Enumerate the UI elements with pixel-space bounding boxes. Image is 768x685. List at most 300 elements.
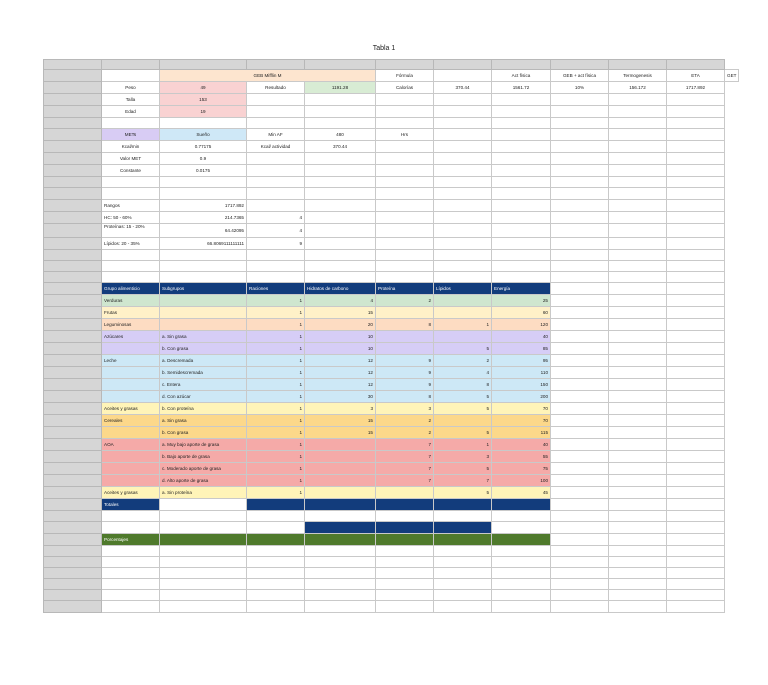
table-cell[interactable]: GEB Mifflin M (160, 70, 376, 82)
table-cell[interactable] (102, 601, 160, 612)
table-cell[interactable] (102, 427, 160, 439)
table-cell[interactable] (551, 177, 609, 188)
table-cell[interactable] (160, 590, 247, 601)
table-cell[interactable] (609, 590, 667, 601)
table-cell[interactable]: Cereales (102, 415, 160, 427)
table-cell[interactable] (376, 249, 434, 260)
table-cell[interactable]: Resultado (247, 82, 305, 94)
table-cell[interactable]: 4 (247, 211, 305, 223)
table-cell[interactable] (609, 129, 667, 141)
column-header-cell[interactable] (551, 60, 609, 70)
table-cell[interactable]: 1 (247, 355, 305, 367)
table-cell[interactable] (609, 283, 667, 295)
corner-cell[interactable] (44, 60, 102, 70)
table-cell[interactable] (551, 343, 609, 355)
table-cell[interactable] (667, 601, 725, 612)
table-cell[interactable]: b. Con grasa (160, 427, 247, 439)
table-cell[interactable] (247, 590, 305, 601)
table-cell[interactable] (434, 499, 492, 511)
table-cell[interactable] (376, 567, 434, 578)
row-header-cell[interactable] (44, 94, 102, 106)
table-cell[interactable]: 1 (247, 379, 305, 391)
table-cell[interactable]: 5 (434, 343, 492, 355)
table-cell[interactable] (551, 579, 609, 590)
table-cell[interactable]: a. Muy bajo aporte de grasa (160, 439, 247, 451)
table-cell[interactable] (551, 295, 609, 307)
table-cell[interactable] (247, 177, 305, 188)
table-cell[interactable]: 9 (247, 237, 305, 249)
table-cell[interactable] (376, 343, 434, 355)
table-cell[interactable] (102, 590, 160, 601)
table-cell[interactable]: a. Sin proteína (160, 487, 247, 499)
table-cell[interactable] (376, 307, 434, 319)
table-cell[interactable] (609, 260, 667, 271)
row-header-cell[interactable] (44, 391, 102, 403)
table-cell[interactable] (551, 427, 609, 439)
table-cell[interactable]: 5 (434, 487, 492, 499)
table-cell[interactable] (376, 601, 434, 612)
table-cell[interactable] (305, 533, 376, 545)
table-cell[interactable]: 9 (376, 355, 434, 367)
table-cell[interactable] (551, 153, 609, 165)
table-cell[interactable] (667, 522, 725, 533)
table-cell[interactable] (434, 522, 492, 533)
table-cell[interactable] (434, 237, 492, 249)
table-cell[interactable] (376, 499, 434, 511)
table-cell[interactable] (492, 199, 551, 211)
row-header-cell[interactable] (44, 590, 102, 601)
table-cell[interactable] (305, 249, 376, 260)
table-cell[interactable] (609, 118, 667, 129)
table-cell[interactable]: ETA (667, 70, 725, 82)
table-cell[interactable] (376, 331, 434, 343)
row-header-cell[interactable] (44, 165, 102, 177)
table-cell[interactable] (667, 129, 725, 141)
row-header-cell[interactable] (44, 355, 102, 367)
table-cell[interactable]: 120 (492, 319, 551, 331)
table-cell[interactable] (609, 237, 667, 249)
table-cell[interactable] (305, 522, 376, 533)
table-cell[interactable] (434, 223, 492, 237)
table-cell[interactable] (160, 567, 247, 578)
table-cell[interactable]: Leche (102, 355, 160, 367)
table-cell[interactable]: 9 (376, 367, 434, 379)
table-cell[interactable]: 7 (376, 451, 434, 463)
table-cell[interactable] (609, 601, 667, 612)
table-cell[interactable] (667, 307, 725, 319)
table-cell[interactable] (160, 271, 247, 282)
table-cell[interactable] (434, 331, 492, 343)
table-cell[interactable]: Leguminosas (102, 319, 160, 331)
row-header-cell[interactable] (44, 307, 102, 319)
table-cell[interactable]: 2 (434, 355, 492, 367)
table-cell[interactable] (305, 451, 376, 463)
table-cell[interactable] (434, 165, 492, 177)
table-cell[interactable] (609, 567, 667, 578)
table-cell[interactable] (667, 487, 725, 499)
table-cell[interactable] (609, 545, 667, 556)
row-header-cell[interactable] (44, 511, 102, 522)
table-cell[interactable] (492, 601, 551, 612)
table-cell[interactable]: 1 (247, 403, 305, 415)
row-header-cell[interactable] (44, 70, 102, 82)
table-cell[interactable]: 0.77175 (160, 141, 247, 153)
table-cell[interactable]: Porcentajes (102, 533, 160, 545)
table-cell[interactable] (609, 211, 667, 223)
table-cell[interactable] (160, 188, 247, 199)
table-cell[interactable] (492, 567, 551, 578)
table-cell[interactable] (305, 545, 376, 556)
table-cell[interactable] (551, 223, 609, 237)
table-cell[interactable] (667, 415, 725, 427)
table-cell[interactable] (551, 271, 609, 282)
table-cell[interactable] (492, 188, 551, 199)
row-header-cell[interactable] (44, 260, 102, 271)
table-cell[interactable]: 10 (305, 343, 376, 355)
table-cell[interactable] (551, 475, 609, 487)
table-cell[interactable] (102, 343, 160, 355)
table-cell[interactable]: GET (725, 70, 739, 82)
table-cell[interactable] (609, 153, 667, 165)
table-cell[interactable]: 10% (551, 82, 609, 94)
table-cell[interactable]: 45 (492, 487, 551, 499)
table-cell[interactable]: 1 (247, 427, 305, 439)
table-cell[interactable] (551, 487, 609, 499)
table-cell[interactable]: c. Moderado aporte de grasa (160, 463, 247, 475)
table-cell[interactable] (102, 70, 160, 82)
row-header-cell[interactable] (44, 499, 102, 511)
table-cell[interactable] (609, 427, 667, 439)
table-cell[interactable]: Talla (102, 94, 160, 106)
table-cell[interactable] (305, 260, 376, 271)
table-cell[interactable] (305, 590, 376, 601)
row-header-cell[interactable] (44, 188, 102, 199)
table-cell[interactable] (551, 331, 609, 343)
table-cell[interactable] (551, 319, 609, 331)
table-cell[interactable] (609, 141, 667, 153)
table-cell[interactable] (492, 177, 551, 188)
table-cell[interactable] (102, 579, 160, 590)
table-cell[interactable]: 150 (492, 379, 551, 391)
table-cell[interactable] (160, 579, 247, 590)
row-header-cell[interactable] (44, 118, 102, 129)
table-cell[interactable] (667, 188, 725, 199)
table-cell[interactable] (551, 249, 609, 260)
table-cell[interactable]: Hrs (376, 129, 434, 141)
table-cell[interactable] (102, 379, 160, 391)
table-cell[interactable] (434, 211, 492, 223)
table-cell[interactable]: 1717.892 (160, 199, 247, 211)
row-header-cell[interactable] (44, 475, 102, 487)
table-cell[interactable] (305, 579, 376, 590)
table-cell[interactable]: Energía (492, 283, 551, 295)
table-cell[interactable] (376, 556, 434, 567)
table-cell[interactable] (434, 307, 492, 319)
table-cell[interactable]: 25 (492, 295, 551, 307)
table-cell[interactable]: b. Con grasa (160, 343, 247, 355)
table-cell[interactable] (376, 271, 434, 282)
table-cell[interactable] (160, 522, 247, 533)
table-cell[interactable]: 19 (160, 106, 247, 118)
table-cell[interactable]: 115 (492, 427, 551, 439)
table-cell[interactable] (434, 533, 492, 545)
table-cell[interactable]: 1191.28 (305, 82, 376, 94)
table-cell[interactable]: METs (102, 129, 160, 141)
table-cell[interactable] (551, 403, 609, 415)
table-cell[interactable]: 10 (305, 331, 376, 343)
table-cell[interactable] (667, 379, 725, 391)
table-cell[interactable]: 4 (247, 223, 305, 237)
table-cell[interactable] (667, 533, 725, 545)
table-cell[interactable] (247, 118, 305, 129)
table-cell[interactable]: Peso (102, 82, 160, 94)
table-cell[interactable]: 1 (247, 307, 305, 319)
table-cell[interactable] (160, 556, 247, 567)
table-cell[interactable] (434, 556, 492, 567)
table-cell[interactable] (609, 331, 667, 343)
table-cell[interactable] (667, 141, 725, 153)
table-cell[interactable]: 15 (305, 415, 376, 427)
table-cell[interactable] (551, 367, 609, 379)
table-cell[interactable] (434, 260, 492, 271)
table-cell[interactable] (376, 545, 434, 556)
table-cell[interactable] (667, 237, 725, 249)
table-cell[interactable] (609, 271, 667, 282)
table-cell[interactable] (551, 545, 609, 556)
table-cell[interactable] (667, 590, 725, 601)
table-cell[interactable] (434, 567, 492, 578)
table-cell[interactable] (609, 319, 667, 331)
table-cell[interactable] (492, 223, 551, 237)
table-cell[interactable] (667, 223, 725, 237)
table-cell[interactable]: 15 (305, 427, 376, 439)
table-cell[interactable]: Kcal/ actividad (247, 141, 305, 153)
table-cell[interactable] (609, 463, 667, 475)
table-cell[interactable] (551, 463, 609, 475)
table-cell[interactable] (667, 343, 725, 355)
table-cell[interactable]: 2 (376, 427, 434, 439)
table-cell[interactable] (551, 451, 609, 463)
table-cell[interactable]: 1 (247, 415, 305, 427)
table-cell[interactable] (492, 118, 551, 129)
table-cell[interactable] (609, 165, 667, 177)
table-cell[interactable] (376, 487, 434, 499)
column-header-cell[interactable] (434, 60, 492, 70)
table-cell[interactable] (305, 153, 376, 165)
table-cell[interactable] (667, 319, 725, 331)
table-cell[interactable] (434, 415, 492, 427)
row-header-cell[interactable] (44, 153, 102, 165)
table-cell[interactable]: 110 (492, 367, 551, 379)
table-cell[interactable] (609, 295, 667, 307)
table-cell[interactable] (102, 177, 160, 188)
table-cell[interactable] (609, 177, 667, 188)
table-cell[interactable] (609, 475, 667, 487)
table-cell[interactable]: Kcal/min (102, 141, 160, 153)
table-cell[interactable] (305, 567, 376, 578)
table-cell[interactable] (434, 601, 492, 612)
table-cell[interactable] (667, 439, 725, 451)
table-cell[interactable] (609, 556, 667, 567)
table-cell[interactable] (551, 601, 609, 612)
table-cell[interactable] (434, 153, 492, 165)
table-cell[interactable] (609, 223, 667, 237)
table-cell[interactable] (160, 499, 247, 511)
table-cell[interactable] (305, 188, 376, 199)
table-cell[interactable] (667, 567, 725, 578)
table-cell[interactable]: 70 (492, 415, 551, 427)
table-cell[interactable]: b. Con proteína (160, 403, 247, 415)
table-cell[interactable] (551, 199, 609, 211)
table-cell[interactable]: 7 (376, 439, 434, 451)
table-cell[interactable]: Act física (492, 70, 551, 82)
table-cell[interactable] (434, 141, 492, 153)
table-cell[interactable] (667, 403, 725, 415)
table-cell[interactable] (305, 511, 376, 522)
table-cell[interactable] (492, 499, 551, 511)
table-cell[interactable] (667, 579, 725, 590)
table-cell[interactable] (667, 153, 725, 165)
column-header-cell[interactable] (102, 60, 160, 70)
table-cell[interactable]: 66.8069111111111 (160, 237, 247, 249)
table-cell[interactable] (609, 343, 667, 355)
table-cell[interactable] (609, 249, 667, 260)
table-cell[interactable] (492, 260, 551, 271)
table-cell[interactable]: 1 (247, 331, 305, 343)
row-header-cell[interactable] (44, 129, 102, 141)
table-cell[interactable] (102, 249, 160, 260)
table-cell[interactable] (551, 590, 609, 601)
table-cell[interactable] (305, 211, 376, 223)
table-cell[interactable] (551, 237, 609, 249)
table-cell[interactable]: Proteína (376, 283, 434, 295)
table-cell[interactable] (492, 249, 551, 260)
table-cell[interactable] (551, 165, 609, 177)
table-cell[interactable]: 5 (434, 463, 492, 475)
table-cell[interactable] (247, 601, 305, 612)
table-cell[interactable] (609, 415, 667, 427)
table-cell[interactable] (667, 355, 725, 367)
table-cell[interactable] (609, 403, 667, 415)
table-cell[interactable] (667, 427, 725, 439)
table-cell[interactable] (102, 118, 160, 129)
table-cell[interactable] (305, 475, 376, 487)
table-cell[interactable] (160, 319, 247, 331)
table-cell[interactable] (376, 141, 434, 153)
table-cell[interactable] (102, 367, 160, 379)
table-cell[interactable] (667, 283, 725, 295)
table-cell[interactable]: 75 (492, 463, 551, 475)
table-cell[interactable] (376, 199, 434, 211)
table-cell[interactable] (247, 579, 305, 590)
table-cell[interactable] (492, 511, 551, 522)
table-cell[interactable]: 7 (434, 475, 492, 487)
row-header-cell[interactable] (44, 439, 102, 451)
table-cell[interactable] (609, 451, 667, 463)
table-cell[interactable]: 1 (247, 475, 305, 487)
table-cell[interactable] (102, 451, 160, 463)
table-cell[interactable] (376, 106, 434, 118)
table-cell[interactable] (305, 463, 376, 475)
table-cell[interactable] (376, 118, 434, 129)
table-cell[interactable] (247, 533, 305, 545)
table-cell[interactable] (376, 153, 434, 165)
table-cell[interactable] (247, 188, 305, 199)
table-cell[interactable] (305, 165, 376, 177)
table-cell[interactable] (247, 545, 305, 556)
table-cell[interactable] (667, 556, 725, 567)
table-cell[interactable] (609, 367, 667, 379)
row-header-cell[interactable] (44, 295, 102, 307)
row-header-cell[interactable] (44, 487, 102, 499)
row-header-cell[interactable] (44, 601, 102, 612)
table-cell[interactable] (247, 249, 305, 260)
table-cell[interactable] (667, 463, 725, 475)
table-cell[interactable] (492, 533, 551, 545)
table-cell[interactable]: c. Entera (160, 379, 247, 391)
table-cell[interactable] (492, 106, 551, 118)
table-cell[interactable] (551, 260, 609, 271)
table-cell[interactable] (160, 249, 247, 260)
table-cell[interactable] (376, 223, 434, 237)
table-cell[interactable]: 1 (247, 391, 305, 403)
table-cell[interactable] (667, 211, 725, 223)
table-cell[interactable] (376, 533, 434, 545)
row-header-cell[interactable] (44, 403, 102, 415)
table-cell[interactable] (492, 141, 551, 153)
row-header-cell[interactable] (44, 82, 102, 94)
table-cell[interactable] (551, 499, 609, 511)
table-cell[interactable]: GEB + act física (551, 70, 609, 82)
table-cell[interactable]: Lípidos: 20 - 35% (102, 237, 160, 249)
table-cell[interactable] (667, 260, 725, 271)
table-cell[interactable] (609, 379, 667, 391)
table-cell[interactable]: Valor MET (102, 153, 160, 165)
table-cell[interactable]: 2 (376, 415, 434, 427)
table-cell[interactable]: 3 (434, 451, 492, 463)
table-cell[interactable]: 1 (247, 439, 305, 451)
table-cell[interactable] (551, 556, 609, 567)
table-cell[interactable] (551, 106, 609, 118)
table-cell[interactable] (609, 106, 667, 118)
table-cell[interactable] (609, 188, 667, 199)
table-cell[interactable]: 1 (247, 487, 305, 499)
row-header-cell[interactable] (44, 522, 102, 533)
table-cell[interactable] (305, 439, 376, 451)
table-cell[interactable] (434, 70, 492, 82)
table-cell[interactable]: 1 (247, 295, 305, 307)
table-cell[interactable]: Subgrupos (160, 283, 247, 295)
table-cell[interactable] (376, 177, 434, 188)
table-cell[interactable] (434, 579, 492, 590)
table-cell[interactable] (160, 307, 247, 319)
column-header-cell[interactable] (609, 60, 667, 70)
table-cell[interactable]: d. Alto aporte de grasa (160, 475, 247, 487)
table-cell[interactable]: 85 (492, 343, 551, 355)
table-cell[interactable] (247, 260, 305, 271)
row-header-cell[interactable] (44, 415, 102, 427)
table-cell[interactable] (376, 590, 434, 601)
table-cell[interactable]: 70 (492, 403, 551, 415)
table-cell[interactable] (667, 499, 725, 511)
table-cell[interactable] (305, 177, 376, 188)
table-cell[interactable]: Constante (102, 165, 160, 177)
table-cell[interactable] (247, 522, 305, 533)
table-cell[interactable] (305, 487, 376, 499)
table-cell[interactable] (551, 391, 609, 403)
row-header-cell[interactable] (44, 545, 102, 556)
table-cell[interactable] (247, 165, 305, 177)
